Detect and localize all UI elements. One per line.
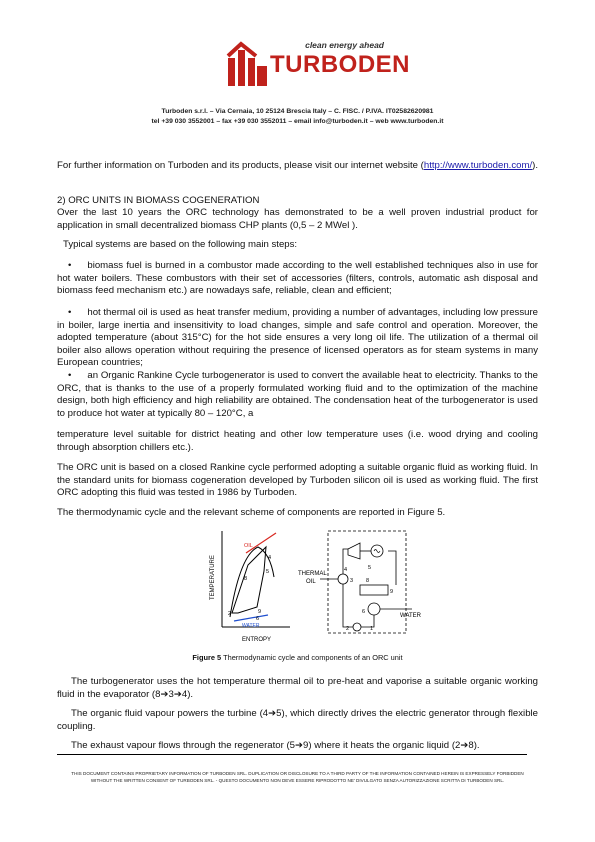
pump-icon [353,623,361,631]
evaporator-icon [338,574,348,584]
point-2-scheme-label: 2 [346,626,350,632]
turboden-logo [226,40,410,88]
paragraph-regenerator: The exhaust vapour flows through the regenerator (5➔9) where it heats the organic liquid (2➔8). [71,740,480,751]
point-1-label: 1 [370,626,374,632]
paragraph-website [57,160,538,173]
orc-cycle-path [232,547,266,613]
logo-mark-icon [226,40,270,88]
paragraph-rankine: The ORC unit is based on a closed Rankine cycle performed adopting a suitable organic fluid as working fluid. In the standard units for biomass cogeneration developed by Turboden silicon oil is used as working fluid. The first ORC adopting this fluid was tested in 1986 by Turboden. [57,462,538,499]
paragraph-temperature: temperature level suitable for district heating and other low temperature uses (i.e. wood drying and cooling through absorption chillers etc.). [57,429,538,453]
footer-notice-2: WITHOUT THE WRITTEN CONSENT OF TURBODEN SRL. - QUESTO DOCUMENTO NON DEVE ESSERE RIPRODOTTO NE' DIVULGATO SENZA AUTORIZZAZIONE SCRITTA DI TURBODEN SRL. [90,778,505,783]
bullet-thermal-oil [57,307,538,370]
y-axis-label: TEMPERATURE [210,555,216,600]
point-5-scheme-label: 5 [368,565,372,571]
generator-wave-icon [374,550,380,553]
paragraph-turbine: The organic fluid vapour powers the turbine (4➔5), which directly drives the electric generator through flexible coupling. [57,708,538,732]
point-5-label: 5 [266,569,270,575]
thermal-oil-label: THERMAL [298,571,327,577]
header-contacts: tel +39 030 3552001 – fax +39 030 3552011 – email info@turboden.it – web www.turboden.it [151,118,444,125]
regenerator-icon [360,585,388,595]
bullet-mark: • [68,260,72,271]
bullet-combustor-text: biomass fuel is burned in a combustor made according to the well established techniques also in use for hot water boilers. These combustors with their set of accessories (filters, controls, automatic ash disposal and biomass feed mechanism etc.) are nowadays safe, reliable, clean and efficient; [57,260,538,297]
water-line [234,615,268,621]
bullet-orc-text: an Organic Rankine Cycle turbogenerator is used to convert the available heat to electricity. Thanks to the ORC, that is thanks to the use of a properly formulated working fluid and to the optimization of the machine design, both high efficiency and high reliability are obtained. The condensation heat of the turbogenerator is used to produce hot water at typically 80 – 120°C, a [57,370,538,419]
caption-text: Thermodynamic cycle and components of an ORC unit [221,653,403,662]
point-4-scheme-label: 4 [344,567,348,573]
caption-label: Figure 5 [192,653,222,662]
logo-name: TURBODEN [270,51,410,78]
x-axis-label: ENTROPY [242,637,272,643]
website-text: For further information on Turboden and its products, please visit our internet website ( [57,160,424,171]
logo-tagline: clean energy ahead [305,40,384,50]
point-9-label: 9 [258,609,262,615]
bullet-thermal-oil-text: hot thermal oil is used as heat transfer medium, providing a number of advantages, including low pressure in boiler, large inertia and insensitivity to load changes, simple and safe control and operation. Moreover, the adopted temperature (about 315°C) for the hot side ensures a very long oil life. The utilization of a thermal oil boiler also allows operation without requiring the presence of licensed operators as for steam systems in many European countries; [57,307,538,369]
paragraph-steps: Typical systems are based on the following main steps: [63,239,298,250]
paragraph-evaporator: The turbogenerator uses the hot temperature thermal oil to pre-heat and vaporise a suitable organic working fluid in the evaporator (8➔3➔4). [57,676,538,700]
thermal-oil-label-2: OIL [306,579,316,585]
bullet-mark: • [68,370,72,381]
point-4-label: 4 [268,555,272,561]
footer-rule [57,754,527,755]
footer-notice-1: THIS DOCUMENT CONTAINS PROPRIETARY INFORMATION OF TURBODEN SRL. DUPLICATION OR DISCLOSURE TO A THIRD PARTY OF THE INFORMATION CONTAINED HEREIN IS EXPRESSELY FORBIDDEN [71,771,524,776]
turbine-icon [348,543,360,559]
point-3-label: 3 [350,578,354,584]
paragraph-figure-ref: The thermodynamic cycle and the relevant scheme of components are reported in Figure 5. [57,507,446,518]
water-label: WATER [242,623,260,629]
header-address: Turboden s.r.l. – Via Cernaia, 10 25124 Brescia Italy – C. FISC. / P.IVA. IT02582620981 [161,108,434,115]
condenser-icon [368,603,380,615]
point-2-label: 2 [228,611,232,617]
point-9-scheme-label: 9 [390,589,394,595]
section-heading: 2) ORC UNITS IN BIOMASS COGENERATION [57,195,260,206]
point-8-label: 8 [244,576,248,582]
paragraph-intro: Over the last 10 years the ORC technology has demonstrated to be a well proven industrial product for application in small decentralized biomass CHP plants (0,5 – 2 MWel ). [57,207,538,231]
bullet-mark: • [68,307,72,318]
website-link[interactable]: http://www.turboden.com/ [423,160,533,171]
water-outlet-label: WATER [400,613,421,619]
figure-caption [57,653,538,662]
point-8-scheme-label: 8 [366,578,370,584]
bullet-combustor [57,260,538,298]
orc-cycle-figure [200,525,440,647]
point-6-label: 6 [256,616,260,622]
point-6-scheme-label: 6 [362,609,366,615]
bullet-orc [57,370,538,420]
website-text-end: ). [532,160,539,171]
oil-label: OIL [244,543,253,549]
